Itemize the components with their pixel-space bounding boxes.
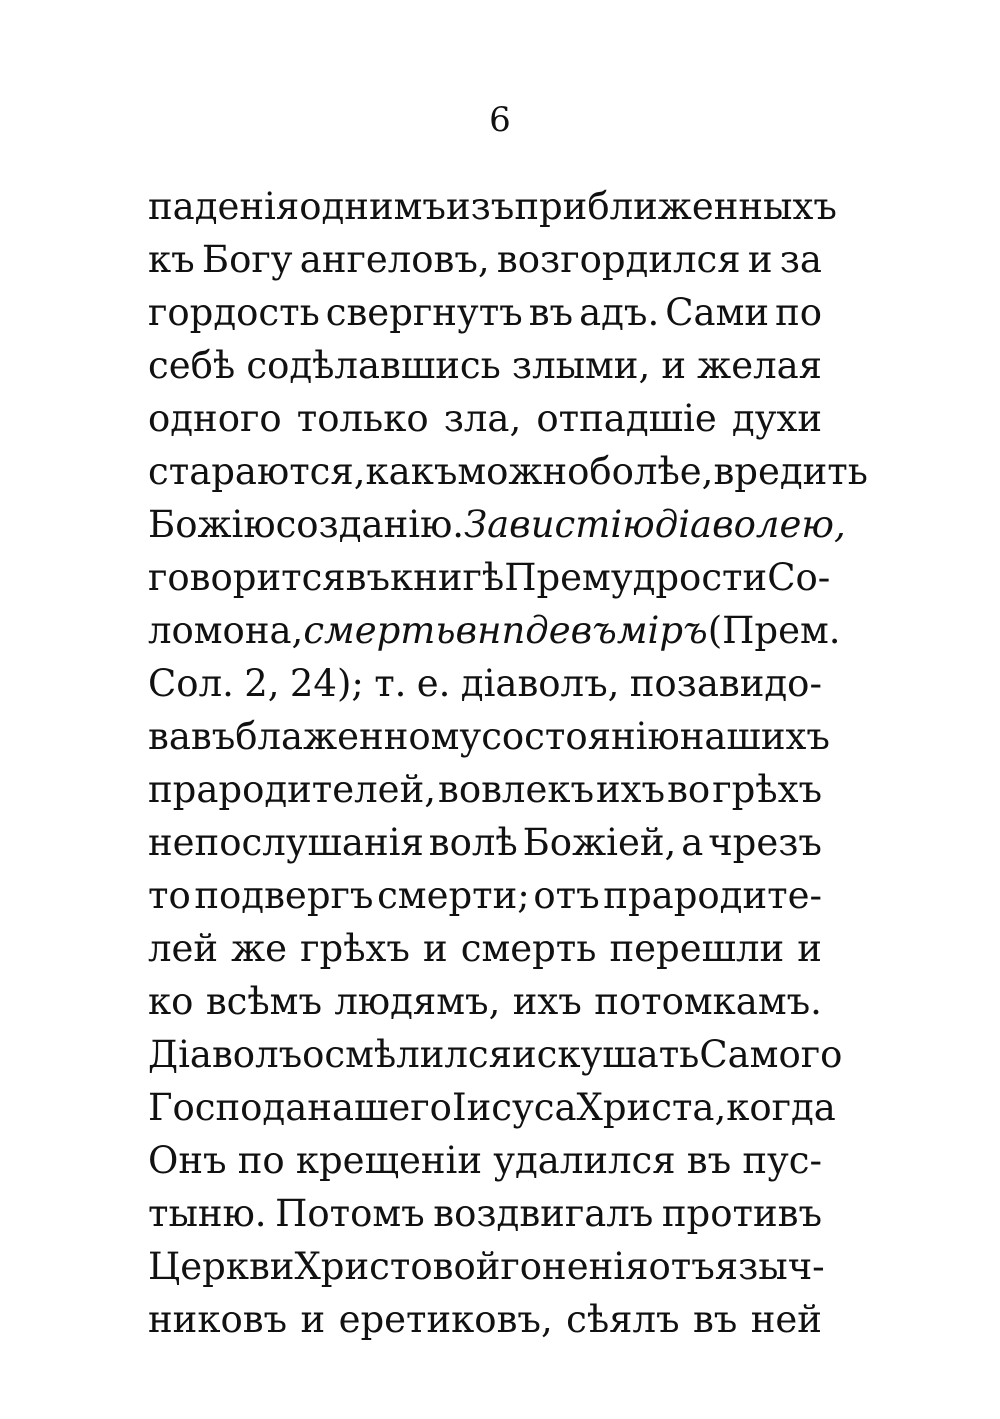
text-line [148, 816, 822, 869]
word: отъ [648, 1245, 715, 1288]
word: Со- [767, 556, 831, 599]
word: 2, [244, 662, 280, 705]
word: ихъ [512, 980, 582, 1023]
word: ломона, [148, 609, 304, 652]
word: вовлекъ [438, 768, 595, 811]
word: грѣхъ [712, 768, 822, 811]
word: зла, [443, 397, 522, 440]
word: къ [148, 238, 195, 281]
word: языч- [714, 1245, 825, 1288]
word: говорится [148, 556, 346, 599]
word: никовъ [148, 1298, 288, 1341]
text-line [148, 498, 846, 551]
word: по [237, 1139, 285, 1182]
word: желая [697, 344, 822, 387]
word: и [300, 1298, 326, 1341]
word: только [296, 397, 429, 440]
word: и [797, 927, 822, 970]
word: гордость [148, 291, 320, 334]
word: отъ [533, 874, 600, 917]
text-line [148, 1240, 825, 1293]
word: блаженному [235, 715, 482, 758]
word: созданію. [275, 503, 465, 546]
word: Сол. [148, 662, 234, 705]
word: въ [345, 556, 391, 599]
word: возгордился [496, 238, 741, 281]
word: осмѣлился [302, 1033, 512, 1076]
word: ангеловъ, [299, 238, 490, 281]
word: Сами [665, 291, 770, 334]
word: можно [457, 450, 590, 493]
text-line [148, 869, 822, 922]
word: свергнутъ [325, 291, 523, 334]
word: прародите- [603, 874, 822, 917]
word: болѣе, [589, 450, 714, 493]
italic-word: смерть [303, 609, 456, 652]
text-line [148, 286, 822, 339]
body-text [148, 180, 868, 1346]
word: потомкамъ. [594, 980, 822, 1023]
word: искушать [511, 1033, 700, 1076]
word: противъ [661, 1192, 822, 1235]
word: ихъ [596, 768, 666, 811]
word: крещеніи [295, 1139, 483, 1182]
text-line [148, 180, 837, 233]
word: діаволъ, [460, 662, 620, 705]
text-line [148, 922, 822, 975]
word: Іисуса [451, 1086, 577, 1129]
text-line [148, 763, 822, 816]
word: гоненія [500, 1245, 649, 1288]
word: непослушанія [148, 821, 424, 864]
word: людямъ, [334, 980, 501, 1023]
text-line [148, 1134, 822, 1187]
word: за [779, 238, 822, 281]
word: пус- [742, 1139, 822, 1182]
word: еретиковъ, [338, 1298, 553, 1341]
word: Потомъ [275, 1192, 425, 1235]
word: Онъ [148, 1139, 227, 1182]
word: Самого [699, 1033, 843, 1076]
word: смерти; [377, 874, 530, 917]
word: ко [148, 980, 194, 1023]
word: злыми, [511, 344, 651, 387]
word: духи [731, 397, 822, 440]
word: книгѣ [390, 556, 505, 599]
text-line [148, 339, 822, 392]
word: и [747, 238, 773, 281]
word: т. [374, 662, 407, 705]
word: позавидо- [629, 662, 822, 705]
word: Божію [148, 503, 276, 546]
text-line [148, 392, 822, 445]
word: перешли [609, 927, 785, 970]
word: въ [692, 1298, 738, 1341]
word: содѣлавшись [246, 344, 501, 387]
word: е. [416, 662, 451, 705]
word: чрезъ [708, 821, 822, 864]
text-line [148, 604, 841, 657]
word: Богу [201, 238, 293, 281]
word: въ [528, 291, 574, 334]
word: приближенныхъ [514, 185, 837, 228]
text-line [148, 233, 822, 286]
text-line [148, 657, 822, 710]
word: волѣ [428, 821, 518, 864]
word: Божіей, [522, 821, 677, 864]
word: воздвигалъ [433, 1192, 654, 1235]
word: нашего [307, 1086, 452, 1129]
word: то [148, 874, 191, 917]
word: же [231, 927, 288, 970]
word: когда [726, 1086, 836, 1129]
word: стараются, [148, 450, 366, 493]
text-line [148, 1293, 822, 1346]
word: состоянію [481, 715, 680, 758]
text-line [148, 551, 831, 604]
word: 24); [289, 662, 364, 705]
word: Церкви [148, 1245, 295, 1288]
word: Діаволъ [148, 1033, 303, 1076]
word: въ [686, 1139, 732, 1182]
italic-word: въ [570, 609, 617, 652]
italic-word: міръ [616, 609, 708, 652]
word: изъ [445, 185, 515, 228]
page-number: 6 [489, 100, 511, 140]
word: однимъ [299, 185, 446, 228]
word: всѣмъ [205, 980, 322, 1023]
word: вавъ [148, 715, 236, 758]
word: ней [750, 1298, 822, 1341]
word: отпадшіе [536, 397, 717, 440]
word: грѣхъ [300, 927, 410, 970]
word: одного [148, 397, 282, 440]
word: по [775, 291, 822, 334]
word: сѣялъ [566, 1298, 680, 1341]
text-line [148, 1028, 843, 1081]
text-line [148, 975, 822, 1028]
italic-word: Завистію [464, 503, 655, 546]
text-line [148, 1187, 822, 1240]
word: удалился [493, 1139, 676, 1182]
text-line [148, 1081, 836, 1134]
word: Христовой [294, 1245, 501, 1288]
word: смерть [460, 927, 597, 970]
word: во [667, 768, 711, 811]
word: вредить [713, 450, 868, 493]
word: Премудрости [504, 556, 768, 599]
word: и [661, 344, 687, 387]
word: (Прем. [707, 609, 841, 652]
word: лей [148, 927, 219, 970]
word: паденія [148, 185, 300, 228]
word: какъ [365, 450, 458, 493]
italic-word: внпде [455, 609, 571, 652]
word: адъ. [579, 291, 660, 334]
word: Господа [148, 1086, 308, 1129]
word: нашихъ [679, 715, 830, 758]
word: себѣ [148, 344, 236, 387]
text-line [148, 710, 830, 763]
italic-word: діаволею, [654, 503, 846, 546]
word: прародителей, [148, 768, 436, 811]
word: а [681, 821, 704, 864]
word: и [422, 927, 448, 970]
word: Христа, [576, 1086, 727, 1129]
word: тыню. [148, 1192, 267, 1235]
word: подвергъ [194, 874, 374, 917]
text-line [148, 445, 868, 498]
